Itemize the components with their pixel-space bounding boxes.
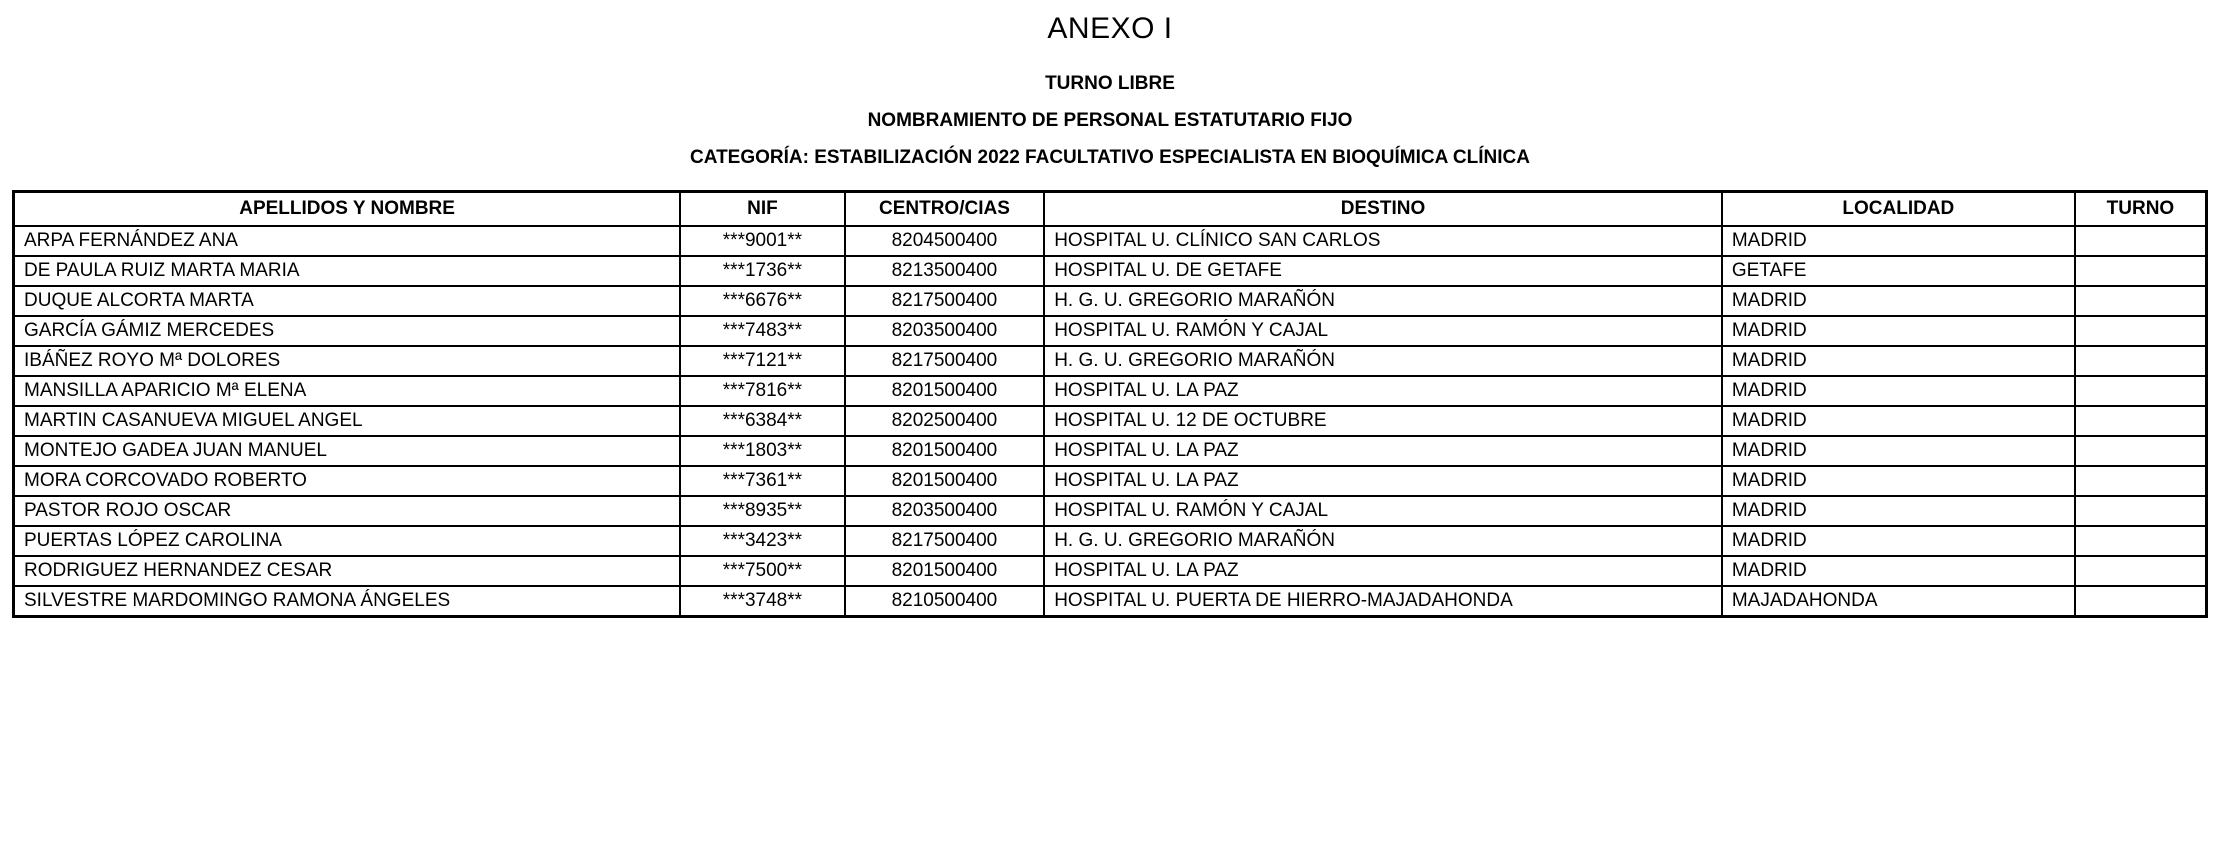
column-header-turno: TURNO xyxy=(2075,192,2207,226)
cell-nif: ***3748** xyxy=(680,586,844,617)
cell-apellidos-nombre: DE PAULA RUIZ MARTA MARIA xyxy=(14,256,681,286)
cell-destino: H. G. U. GREGORIO MARAÑÓN xyxy=(1044,286,1722,316)
cell-centro-cias: 8217500400 xyxy=(845,286,1045,316)
cell-localidad: MADRID xyxy=(1722,496,2075,526)
cell-centro-cias: 8217500400 xyxy=(845,526,1045,556)
cell-centro-cias: 8217500400 xyxy=(845,346,1045,376)
cell-nif: ***6676** xyxy=(680,286,844,316)
cell-destino: H. G. U. GREGORIO MARAÑÓN xyxy=(1044,346,1722,376)
table-row xyxy=(14,586,2207,617)
cell-centro-cias: 8213500400 xyxy=(845,256,1045,286)
subtitle-nombramiento: NOMBRAMIENTO DE PERSONAL ESTATUTARIO FIJO xyxy=(867,110,1353,131)
cell-destino: HOSPITAL U. LA PAZ xyxy=(1044,556,1722,586)
cell-centro-cias: 8201500400 xyxy=(845,466,1045,496)
subtitle-turno-libre: TURNO LIBRE xyxy=(1045,73,1175,94)
table-row xyxy=(14,466,2207,496)
cell-apellidos-nombre: ARPA FERNÁNDEZ ANA xyxy=(14,226,681,256)
cell-nif: ***7500** xyxy=(680,556,844,586)
column-header-nif: NIF xyxy=(680,192,844,226)
cell-turno xyxy=(2075,226,2207,256)
cell-destino: HOSPITAL U. LA PAZ xyxy=(1044,436,1722,466)
cell-turno xyxy=(2075,526,2207,556)
cell-apellidos-nombre: IBÁÑEZ ROYO Mª DOLORES xyxy=(14,346,681,376)
cell-apellidos-nombre: RODRIGUEZ HERNANDEZ CESAR xyxy=(14,556,681,586)
cell-localidad: GETAFE xyxy=(1722,256,2075,286)
cell-turno xyxy=(2075,286,2207,316)
subtitle-categoria: CATEGORÍA: ESTABILIZACIÓN 2022 FACULTATIVO ESPECIALISTA EN BIOQUÍMICA CLÍNICA xyxy=(690,147,1530,168)
cell-centro-cias: 8201500400 xyxy=(845,436,1045,466)
cell-destino: HOSPITAL U. RAMÓN Y CAJAL xyxy=(1044,496,1722,526)
cell-nif: ***1803** xyxy=(680,436,844,466)
cell-centro-cias: 8202500400 xyxy=(845,406,1045,436)
cell-localidad: MADRID xyxy=(1722,436,2075,466)
cell-centro-cias: 8203500400 xyxy=(845,496,1045,526)
cell-nif: ***8935** xyxy=(680,496,844,526)
cell-localidad: MADRID xyxy=(1722,286,2075,316)
cell-localidad: MADRID xyxy=(1722,556,2075,586)
table-header-row xyxy=(14,192,2207,226)
column-header-localidad: LOCALIDAD xyxy=(1722,192,2075,226)
table-row xyxy=(14,316,2207,346)
table-row xyxy=(14,436,2207,466)
table-body xyxy=(14,226,2207,617)
cell-turno xyxy=(2075,586,2207,617)
cell-destino: HOSPITAL U. 12 DE OCTUBRE xyxy=(1044,406,1722,436)
cell-nif: ***7483** xyxy=(680,316,844,346)
cell-turno xyxy=(2075,316,2207,346)
cell-localidad: MADRID xyxy=(1722,346,2075,376)
cell-destino: HOSPITAL U. LA PAZ xyxy=(1044,466,1722,496)
table-row xyxy=(14,286,2207,316)
cell-nif: ***9001** xyxy=(680,226,844,256)
cell-turno xyxy=(2075,406,2207,436)
cell-centro-cias: 8201500400 xyxy=(845,556,1045,586)
cell-destino: HOSPITAL U. LA PAZ xyxy=(1044,376,1722,406)
cell-localidad: MAJADAHONDA xyxy=(1722,586,2075,617)
cell-destino: HOSPITAL U. DE GETAFE xyxy=(1044,256,1722,286)
table-row xyxy=(14,556,2207,586)
cell-localidad: MADRID xyxy=(1722,466,2075,496)
cell-apellidos-nombre: DUQUE ALCORTA MARTA xyxy=(14,286,681,316)
cell-destino: HOSPITAL U. PUERTA DE HIERRO-MAJADAHONDA xyxy=(1044,586,1722,617)
table-row xyxy=(14,256,2207,286)
cell-centro-cias: 8201500400 xyxy=(845,376,1045,406)
cell-turno xyxy=(2075,466,2207,496)
cell-centro-cias: 8210500400 xyxy=(845,586,1045,617)
column-header-apellidos: APELLIDOS Y NOMBRE xyxy=(14,192,681,226)
cell-destino: H. G. U. GREGORIO MARAÑÓN xyxy=(1044,526,1722,556)
appointments-table xyxy=(12,190,2208,618)
cell-localidad: MADRID xyxy=(1722,316,2075,346)
cell-apellidos-nombre: PUERTAS LÓPEZ CAROLINA xyxy=(14,526,681,556)
cell-centro-cias: 8203500400 xyxy=(845,316,1045,346)
cell-turno xyxy=(2075,556,2207,586)
cell-nif: ***6384** xyxy=(680,406,844,436)
cell-localidad: MADRID xyxy=(1722,226,2075,256)
cell-nif: ***1736** xyxy=(680,256,844,286)
cell-localidad: MADRID xyxy=(1722,526,2075,556)
cell-apellidos-nombre: PASTOR ROJO OSCAR xyxy=(14,496,681,526)
cell-turno xyxy=(2075,496,2207,526)
cell-apellidos-nombre: GARCÍA GÁMIZ MERCEDES xyxy=(14,316,681,346)
table-row xyxy=(14,346,2207,376)
cell-turno xyxy=(2075,376,2207,406)
table-row xyxy=(14,406,2207,436)
cell-centro-cias: 8204500400 xyxy=(845,226,1045,256)
cell-destino: HOSPITAL U. CLÍNICO SAN CARLOS xyxy=(1044,226,1722,256)
cell-turno xyxy=(2075,436,2207,466)
cell-nif: ***7121** xyxy=(680,346,844,376)
cell-nif: ***7816** xyxy=(680,376,844,406)
cell-nif: ***7361** xyxy=(680,466,844,496)
page-title: ANEXO I xyxy=(1047,12,1173,45)
cell-apellidos-nombre: MORA CORCOVADO ROBERTO xyxy=(14,466,681,496)
cell-destino: HOSPITAL U. RAMÓN Y CAJAL xyxy=(1044,316,1722,346)
column-header-destino: DESTINO xyxy=(1044,192,1722,226)
cell-apellidos-nombre: MONTEJO GADEA JUAN MANUEL xyxy=(14,436,681,466)
cell-apellidos-nombre: MANSILLA APARICIO Mª ELENA xyxy=(14,376,681,406)
cell-turno xyxy=(2075,256,2207,286)
cell-apellidos-nombre: MARTIN CASANUEVA MIGUEL ANGEL xyxy=(14,406,681,436)
table-row xyxy=(14,226,2207,256)
cell-localidad: MADRID xyxy=(1722,376,2075,406)
column-header-centro-cias: CENTRO/CIAS xyxy=(845,192,1045,226)
cell-localidad: MADRID xyxy=(1722,406,2075,436)
table-row xyxy=(14,496,2207,526)
cell-apellidos-nombre: SILVESTRE MARDOMINGO RAMONA ÁNGELES xyxy=(14,586,681,617)
table-row xyxy=(14,526,2207,556)
cell-turno xyxy=(2075,346,2207,376)
cell-nif: ***3423** xyxy=(680,526,844,556)
table-row xyxy=(14,376,2207,406)
